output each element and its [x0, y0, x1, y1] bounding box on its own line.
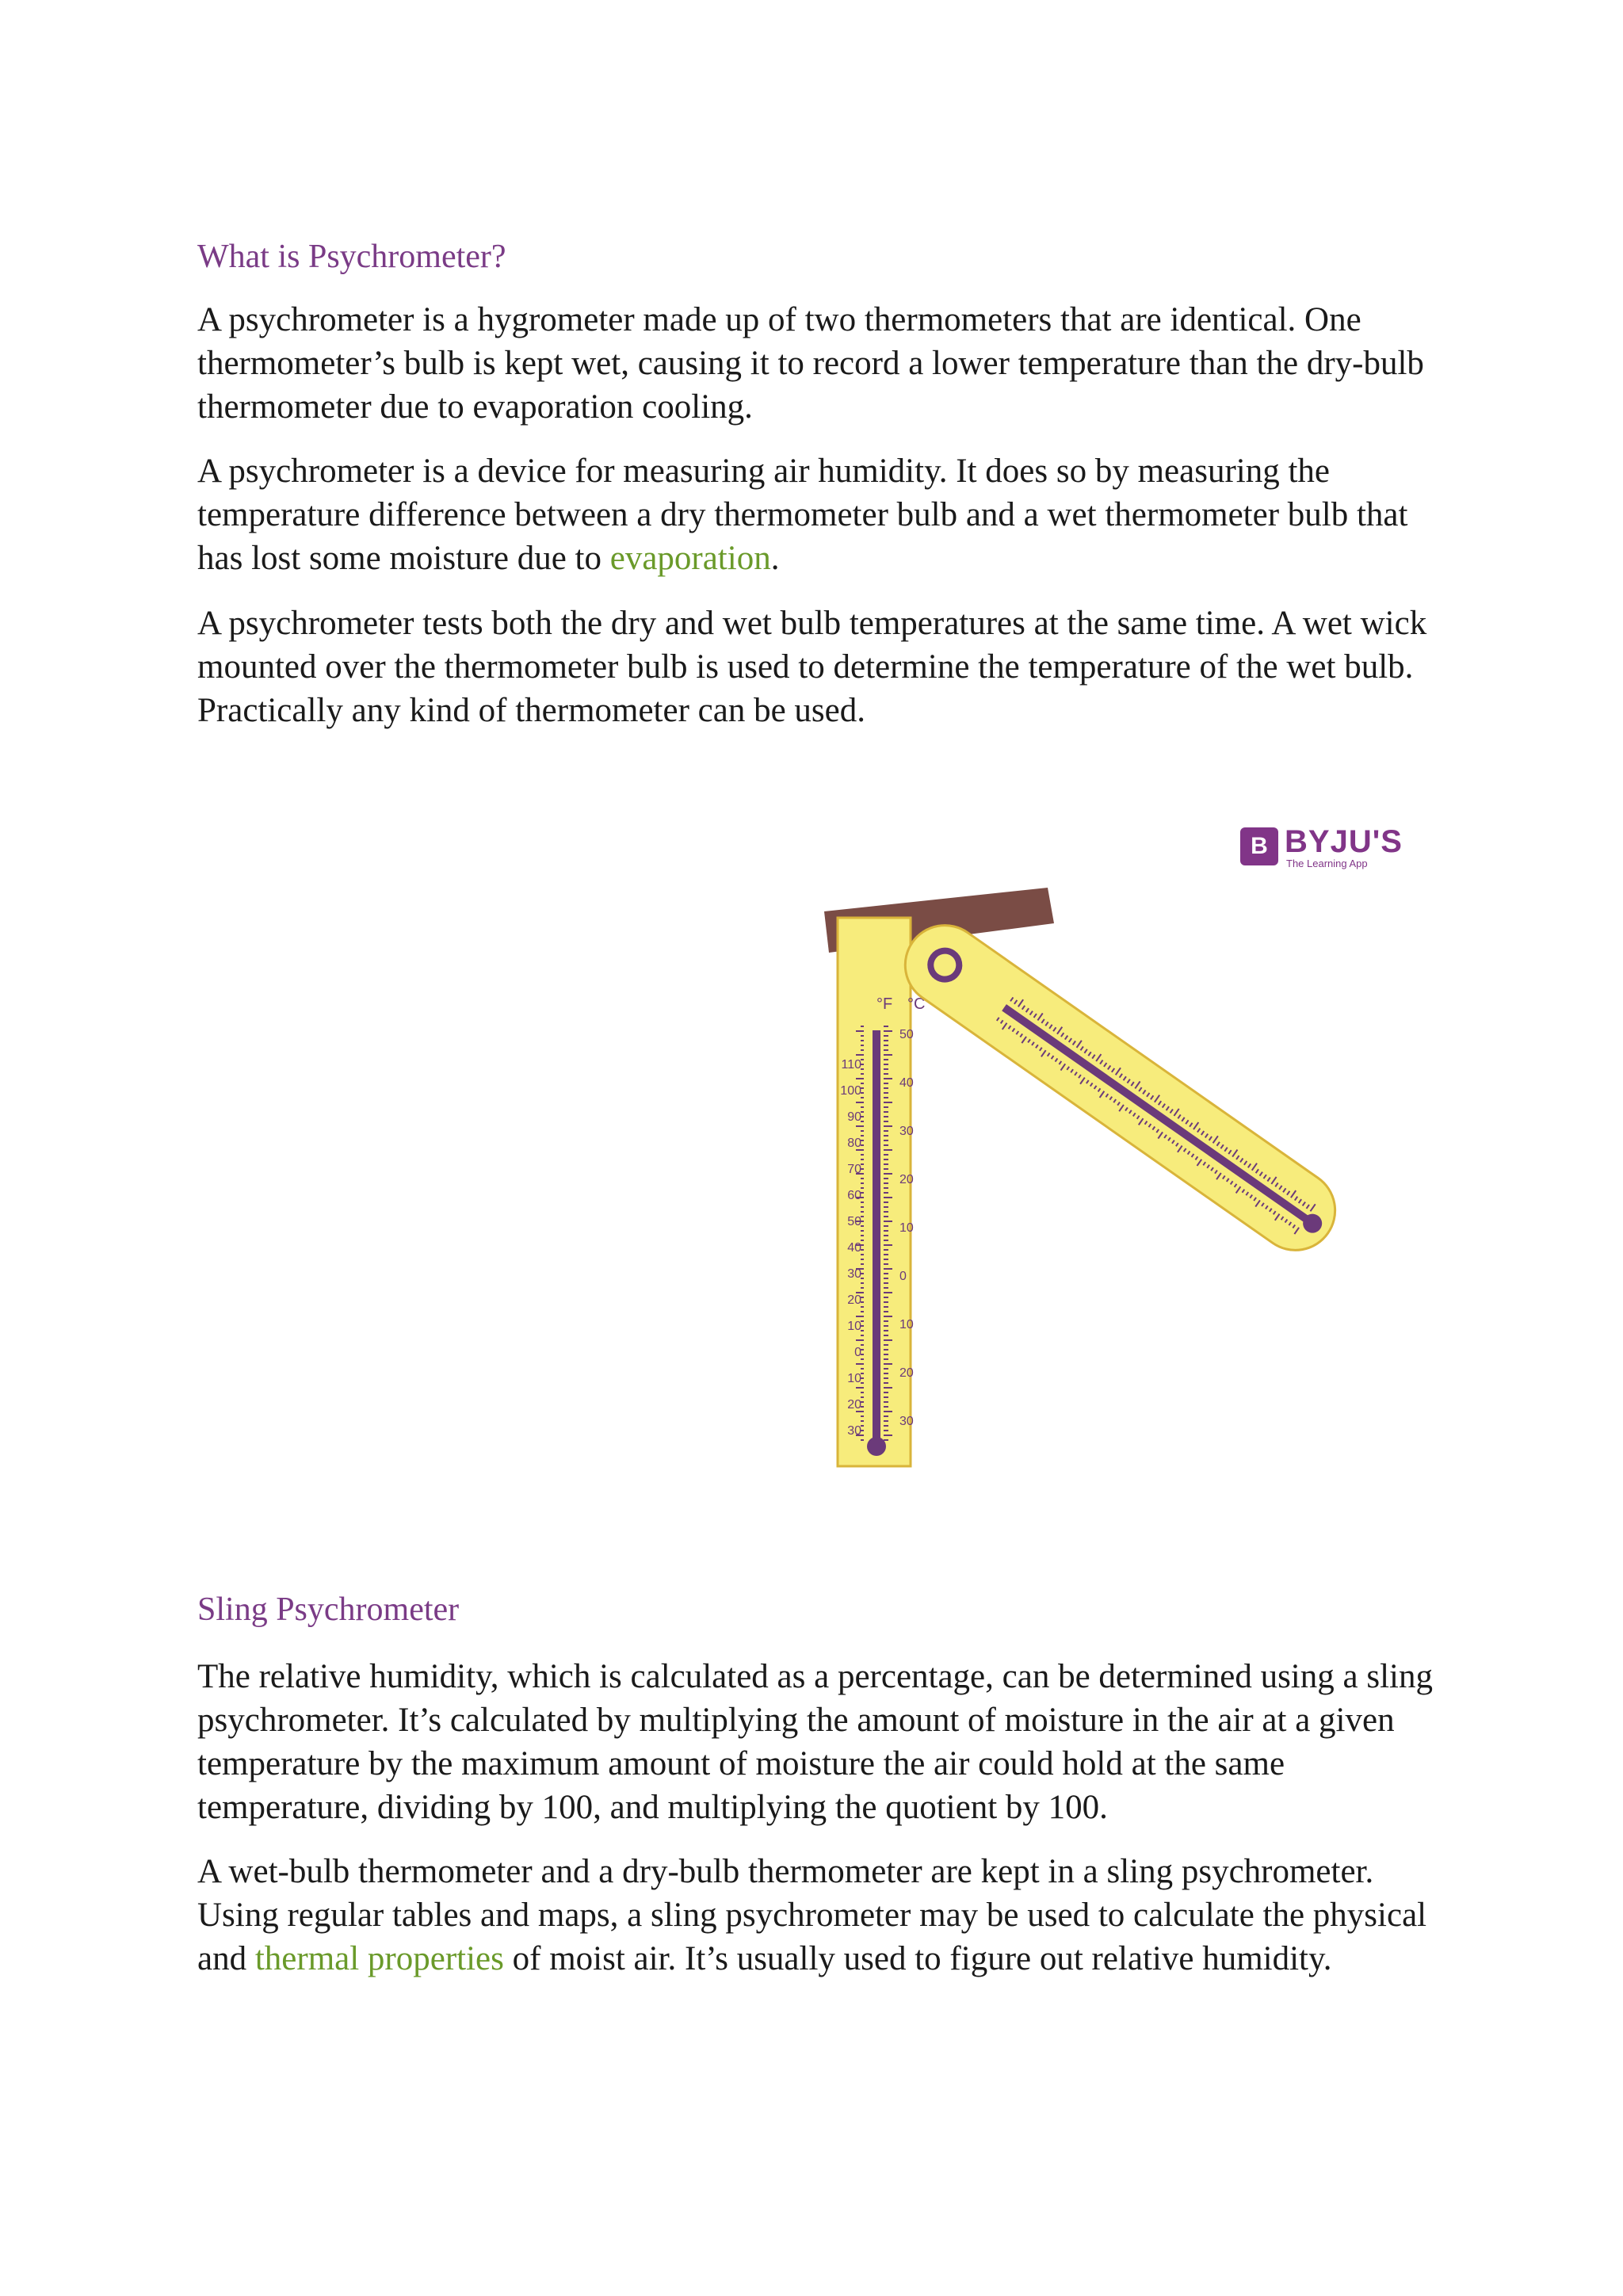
celsius-tick-label: 40 — [899, 1076, 914, 1090]
celsius-tick-label: 30 — [899, 1125, 914, 1138]
celsius-tick-label: 20 — [899, 1173, 914, 1186]
unit-f-label: °F — [876, 995, 893, 1013]
section-heading: Sling Psychrometer — [197, 1591, 460, 1628]
paragraph: The relative humidity, which is calculated as a percentage, can be determined using a sling psychrometer. It’s calculated by multiplying the amount of moisture in the air at a given temperature by the maximum amount of moisture the air could hold at the same temperature, dividing by 100, and multiplying the quotient by 100. — [197, 1658, 1433, 1826]
fahrenheit-tick-label: 10 — [847, 1320, 861, 1333]
paragraph-text: of moist air. It’s usually used to figure out relative humidity. — [503, 1940, 1332, 1977]
unit-c-label: °C — [907, 995, 926, 1013]
fahrenheit-tick-label: 20 — [847, 1398, 861, 1412]
section-sling-psychrometer — [197, 1655, 1449, 1981]
celsius-tick-label: 0 — [899, 1270, 907, 1283]
psychrometer-drawing — [444, 816, 1426, 1482]
paragraph — [197, 1850, 1449, 1981]
fahrenheit-tick-label: 80 — [847, 1137, 861, 1150]
paragraph-text: . — [770, 540, 780, 577]
section-what-is-psychrometer — [197, 236, 1449, 732]
fahrenheit-tick-label: 70 — [847, 1163, 861, 1176]
paragraph — [197, 449, 1449, 580]
paragraph-text: A wet-bulb thermometer and a dry-bulb thermometer are kept in a sling psychrometer. Using regular tables and maps, a sling psychrometer may be used to calculate the physical and — [197, 1853, 1427, 1977]
fahrenheit-tick-label: 100 — [840, 1084, 861, 1098]
paragraph-text: A psychrometer is a device for measuring air humidity. It does so by measuring the temperature difference between a dry thermometer bulb and a wet thermometer bulb that has lost some moisture due to — [197, 453, 1408, 577]
celsius-tick-label: 20 — [899, 1366, 914, 1380]
celsius-scale — [899, 1028, 914, 1428]
vertical-thermometer — [838, 918, 925, 1466]
fahrenheit-tick-label: 20 — [847, 1293, 861, 1307]
logo-mark: B — [1240, 827, 1278, 865]
celsius-tick-label: 10 — [899, 1221, 914, 1235]
logo-name: BYJU'S — [1285, 824, 1403, 859]
paragraph: A psychrometer tests both the dry and wet bulb temperatures at the same time. A wet wick mounted over the thermometer bulb is used to determine the temperature of the wet bulb. Practically any kind of thermometer can be used. — [197, 605, 1427, 729]
celsius-tick-label: 30 — [899, 1415, 914, 1428]
fahrenheit-tick-label: 50 — [847, 1215, 861, 1228]
fahrenheit-tick-label: 60 — [847, 1189, 861, 1202]
celsius-tick-label: 10 — [899, 1318, 914, 1331]
evaporation-link[interactable]: evaporation — [609, 540, 771, 577]
section-heading: What is Psychrometer? — [197, 239, 506, 275]
fahrenheit-tick-label: 110 — [841, 1058, 861, 1072]
psychrometer-illustration — [444, 816, 1426, 1482]
celsius-tick-label: 50 — [899, 1028, 914, 1041]
tilted-thermometer — [890, 910, 1351, 1266]
paragraph: A psychrometer is a hygrometer made up of two thermometers that are identical. One thermometer’s bulb is kept wet, causing it to record a lower temperature than the dry-bulb thermometer due to evaporation cooling. — [197, 301, 1424, 426]
fahrenheit-tick-label: 30 — [847, 1267, 861, 1281]
fahrenheit-tick-label: 90 — [847, 1110, 861, 1124]
thermal-properties-link[interactable]: thermal properties — [254, 1940, 504, 1977]
logo-tagline: The Learning App — [1286, 858, 1368, 869]
fahrenheit-tick-label: 10 — [847, 1372, 861, 1385]
fahrenheit-tick-label: 40 — [847, 1241, 861, 1255]
fahrenheit-tick-label: 30 — [847, 1424, 861, 1438]
fahrenheit-tick-label: 0 — [854, 1346, 861, 1359]
